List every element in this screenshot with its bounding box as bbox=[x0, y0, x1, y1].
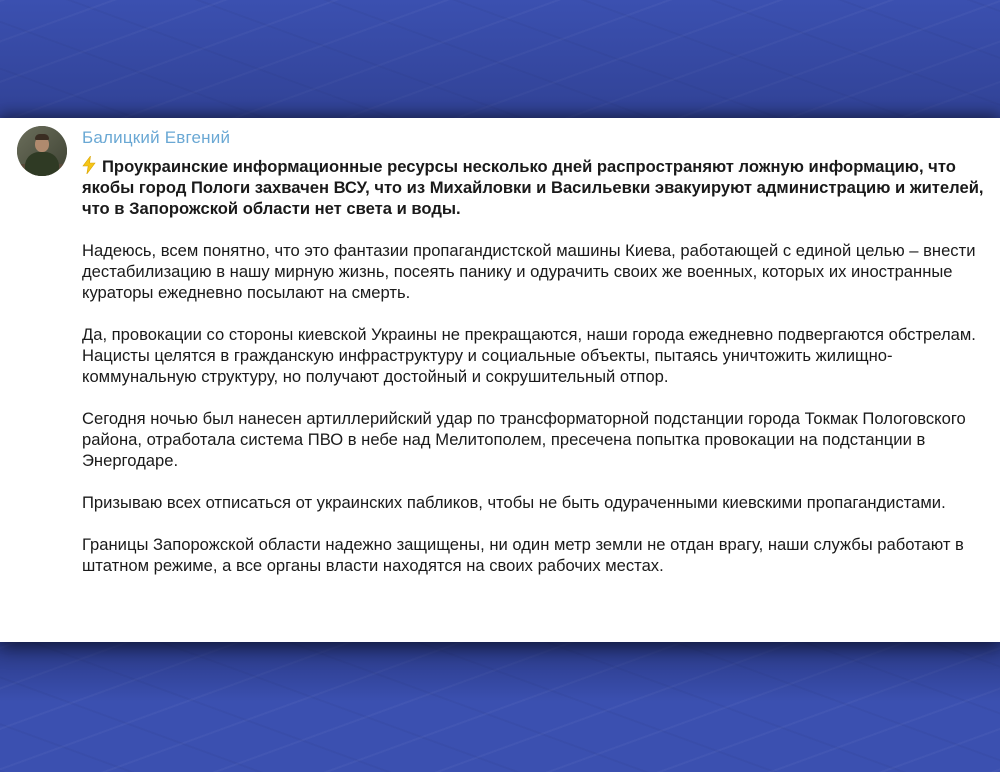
background-top-shade bbox=[0, 0, 1000, 118]
avatar-hair bbox=[35, 134, 49, 140]
lightning-icon bbox=[82, 156, 96, 174]
paragraph-1: Надеюсь, всем понятно, что это фантазии пропагандистской машины Киева, работающей с единой целью – внести дестабилизацию в нашу мирную жизнь, посеять панику и одурачить своих же военных, которых их иностранные кураторы ежедневно посылают на смерть. bbox=[82, 241, 976, 302]
avatar-body bbox=[25, 152, 59, 176]
avatar[interactable] bbox=[17, 126, 67, 176]
paragraph-3: Сегодня ночью был нанесен артиллерийский удар по трансформаторной подстанции города Токмак Пологовского района, отработала система ПВО в небе над Мелитополем, пресечена попытка провокации на подстанции в Энергодаре. bbox=[82, 409, 966, 470]
paragraph-2: Да, провокации со стороны киевской Украины не прекращаются, наши города ежедневно подвергаются обстрелам. Нацисты целятся в гражданскую инфраструктуру и социальные объекты, пытаясь уничтожить жилищно-коммунальную структуру, но получают достойный и сокрушительный отпор. bbox=[82, 325, 976, 386]
background-bottom-shade bbox=[0, 642, 1000, 702]
author-name[interactable]: Балицкий Евгений bbox=[82, 128, 231, 147]
lead-paragraph bbox=[82, 156, 994, 219]
message-text bbox=[82, 156, 994, 597]
message-card bbox=[0, 118, 1000, 642]
lead-text: Проукраинские информационные ресурсы несколько дней распространяют ложную информацию, что якобы город Пологи захвачен ВСУ, что из Михайловки и Васильевки эвакуируют администрацию и жителей, что в Запорожской области нет света и воды. bbox=[82, 157, 984, 218]
paragraph-5: Границы Запорожской области надежно защищены, ни один метр земли не отдан врагу, наши службы работают в штатном режиме, а все органы власти находятся на своих рабочих местах. bbox=[82, 535, 964, 575]
paragraph-4: Призываю всех отписаться от украинских пабликов, чтобы не быть одураченными киевскими пропагандистами. bbox=[82, 493, 946, 512]
